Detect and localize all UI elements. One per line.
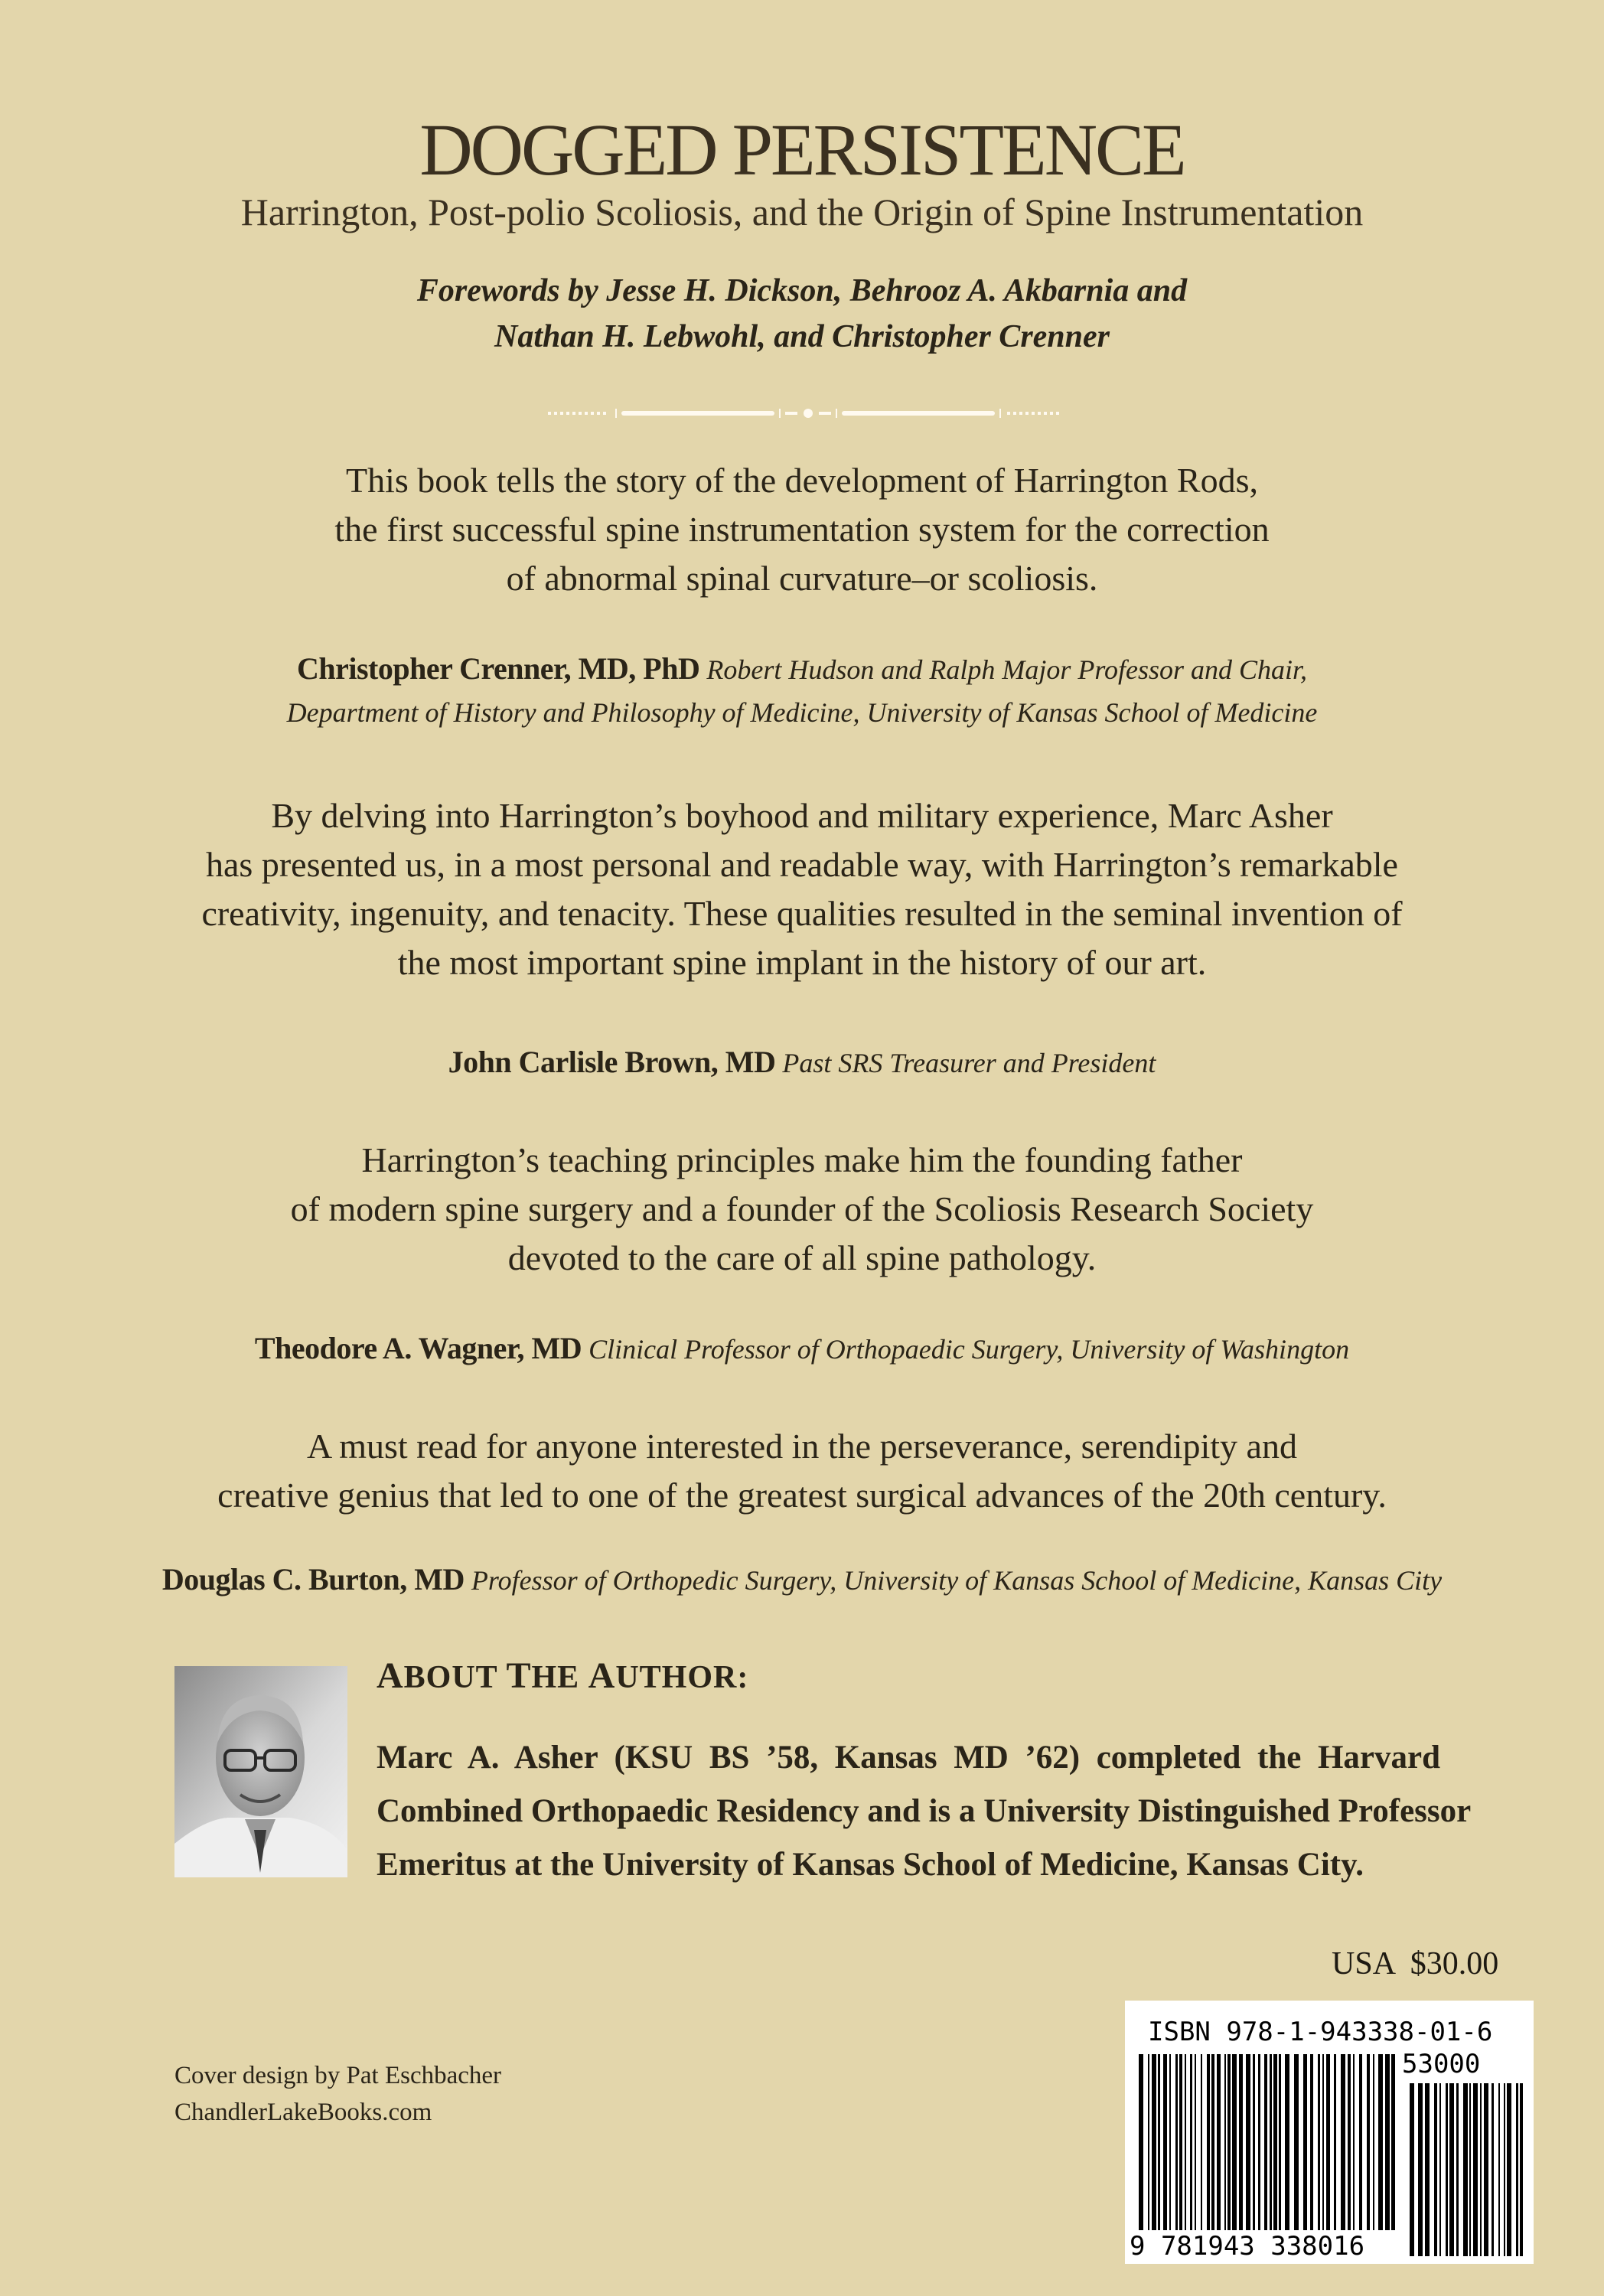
- blurb-attribution-4: [0, 1558, 1604, 1602]
- barcode-bar: [1367, 2054, 1370, 2230]
- blurb-line: devoted to the care of all spine pathology.: [507, 1238, 1097, 1277]
- barcode-bar: [1434, 2083, 1437, 2256]
- barcode-bar: [1378, 2054, 1383, 2230]
- barcode-bar: [1373, 2054, 1374, 2230]
- forewords-line-1: Forewords by Jesse H. Dickson, Behrooz A. Akbarnia and: [416, 273, 1188, 308]
- barcode-bar: [1410, 2083, 1414, 2256]
- barcode-bar: [1273, 2054, 1277, 2230]
- barcode-bar: [1463, 2083, 1468, 2256]
- barcode-bar: [1139, 2054, 1143, 2230]
- barcode-bar: [1285, 2054, 1289, 2230]
- blurb-line: the most important spine implant in the history of our art.: [397, 943, 1207, 982]
- endorser-name: John Carlisle Brown, MD: [448, 1045, 776, 1079]
- barcode-bar: [1227, 2054, 1231, 2230]
- barcode-bar: [1253, 2054, 1255, 2230]
- author-photo: [174, 1666, 347, 1877]
- barcode-bar: [1507, 2083, 1511, 2256]
- barcode-bar: [1520, 2083, 1523, 2256]
- barcode-bar: [1326, 2054, 1330, 2230]
- barcode-bar: [1175, 2054, 1178, 2230]
- barcode-bar: [1359, 2054, 1362, 2230]
- blurb-quote-1: [0, 456, 1604, 603]
- endorser-name: Christopher Crenner, MD, PhD: [296, 651, 700, 686]
- about-line: Marc A. Asher (KSU BS ’58, Kansas MD ’62) completed the Harvard: [377, 1740, 1440, 1776]
- barcode-bar: [1179, 2054, 1182, 2230]
- cover-credits: [174, 2057, 501, 2131]
- barcode-bar: [1418, 2083, 1423, 2256]
- barcode-bar: [1446, 2083, 1448, 2256]
- isbn-barcode: [1125, 2001, 1534, 2264]
- endorser-role: Robert Hudson and Ralph Major Professor and Chair,: [706, 654, 1308, 685]
- barcode-bar: [1201, 2054, 1202, 2230]
- barcode-bar: [1148, 2054, 1149, 2230]
- barcode-bar: [1504, 2083, 1505, 2256]
- barcode-bar: [1341, 2054, 1345, 2230]
- barcode-bar: [1348, 2054, 1351, 2230]
- isbn-label: ISBN 978-1-943338-01-6: [1148, 2017, 1493, 2047]
- barcode-bar: [1279, 2054, 1281, 2230]
- barcode-bar: [1224, 2054, 1226, 2230]
- barcode-bar: [1425, 2083, 1430, 2256]
- cover-designer: Cover design by Pat Eschbacher: [174, 2062, 502, 2089]
- publisher-website: ChandlerLakeBooks.com: [174, 2099, 432, 2126]
- addon-barcode-bars: [1410, 2083, 1523, 2256]
- endorser-role-line-2: Department of History and Philosophy of Medicine, University of Kansas School of Medicine: [286, 697, 1318, 728]
- barcode-bar: [1391, 2054, 1395, 2230]
- barcode-bar: [1310, 2054, 1313, 2230]
- barcode-bar: [1270, 2054, 1272, 2230]
- endorser-role: Past SRS Treasurer and President: [782, 1048, 1156, 1078]
- blurb-line: has presented us, in a most personal and readable way, with Harrington’s remarkable: [206, 845, 1398, 884]
- barcode-bar: [1239, 2054, 1243, 2230]
- blurb-attribution-2: [0, 1041, 1604, 1084]
- blurb-line: creativity, ingenuity, and tenacity. These qualities resulted in the seminal invention of: [201, 894, 1403, 933]
- barcode-bar: [1207, 2054, 1210, 2230]
- barcode-bar: [1303, 2054, 1307, 2230]
- barcode-bar: [1456, 2083, 1459, 2256]
- blurb-line: the first successful spine instrumentation system for the correction: [334, 510, 1270, 549]
- barcode-bar: [1294, 2054, 1299, 2230]
- endorser-role: Clinical Professor of Orthopaedic Surgery, University of Washington: [588, 1334, 1350, 1365]
- blurb-quote-3: [0, 1136, 1604, 1283]
- about-author-text: [377, 1731, 1472, 1892]
- barcode-bar: [1190, 2054, 1192, 2230]
- barcode-bars: [1139, 2054, 1395, 2230]
- price-code: 53000: [1402, 2049, 1481, 2079]
- barcode-bar: [1217, 2054, 1221, 2230]
- blurb-line: Harrington’s teaching principles make him the founding father: [361, 1140, 1243, 1179]
- barcode-bar: [1246, 2054, 1250, 2230]
- endorser-name: Douglas C. Burton, MD: [161, 1562, 465, 1596]
- barcode-bar: [1516, 2083, 1518, 2256]
- about-author-heading: ABOUT THE AUTHOR:: [377, 1655, 749, 1696]
- barcode-bar: [1498, 2083, 1500, 2256]
- barcode-bar: [1484, 2083, 1488, 2256]
- barcode-bar: [1473, 2083, 1478, 2256]
- about-line: Emeritus at the University of Kansas School of Medicine, Kansas City.: [377, 1847, 1364, 1883]
- barcode-bar: [1169, 2054, 1171, 2230]
- barcode-bar: [1211, 2054, 1214, 2230]
- blurb-line: creative genius that led to one of the greatest surgical advances of the 20th century.: [217, 1476, 1387, 1515]
- barcode-bar: [1318, 2054, 1320, 2230]
- about-line: Combined Orthopaedic Residency and is a University Distinguished Professor: [377, 1793, 1472, 1829]
- forewords-credit: [0, 268, 1604, 360]
- blurb-line: of abnormal spinal curvature–or scoliosis.: [506, 559, 1098, 598]
- forewords-line-2: Nathan H. Lebwohl, and Christopher Crenner: [494, 319, 1110, 354]
- barcode-bar: [1264, 2054, 1267, 2230]
- barcode-bar: [1158, 2054, 1160, 2230]
- barcode-bar: [1163, 2054, 1167, 2230]
- barcode-bar: [1469, 2083, 1471, 2256]
- endorser-role: Professor of Orthopedic Surgery, University of Kansas School of Medicine, Kansas City: [471, 1565, 1443, 1596]
- blurb-line: A must read for anyone interested in the perseverance, serendipity and: [307, 1427, 1297, 1466]
- barcode-bar: [1439, 2083, 1441, 2256]
- ornamental-divider: [536, 400, 1071, 427]
- book-subtitle: Harrington, Post-polio Scoliosis, and the Origin of Spine Instrumentation: [240, 191, 1364, 233]
- blurb-attribution-1: [0, 647, 1604, 734]
- barcode-bar: [1334, 2054, 1336, 2230]
- barcode-bar: [1353, 2054, 1355, 2230]
- ean-digits: 9 781943 338016: [1130, 2231, 1365, 2262]
- barcode-bar: [1449, 2083, 1454, 2256]
- barcode-bar: [1385, 2054, 1390, 2230]
- barcode-bar: [1232, 2054, 1237, 2230]
- blurb-quote-4: [0, 1422, 1604, 1520]
- barcode-bar: [1152, 2054, 1156, 2230]
- endorser-name: Theodore A. Wagner, MD: [254, 1331, 582, 1365]
- barcode-bar: [1492, 2083, 1494, 2256]
- blurb-attribution-3: [0, 1327, 1604, 1371]
- blurb-quote-2: [0, 791, 1604, 987]
- blurb-line: This book tells the story of the development of Harrington Rods,: [346, 461, 1258, 500]
- barcode-bar: [1322, 2054, 1324, 2230]
- blurb-line: of modern spine surgery and a founder of the Scoliosis Research Society: [290, 1189, 1314, 1228]
- barcode-bar: [1195, 2054, 1196, 2230]
- barcode-bar: [1258, 2054, 1260, 2230]
- barcode-bar: [1185, 2054, 1186, 2230]
- book-title: DOGGED PERSISTENCE: [419, 109, 1185, 191]
- blurb-line: By delving into Harrington’s boyhood and military experience, Marc Asher: [271, 796, 1333, 835]
- barcode-bar: [1480, 2083, 1482, 2256]
- price-label: USA $30.00: [1332, 1946, 1499, 1981]
